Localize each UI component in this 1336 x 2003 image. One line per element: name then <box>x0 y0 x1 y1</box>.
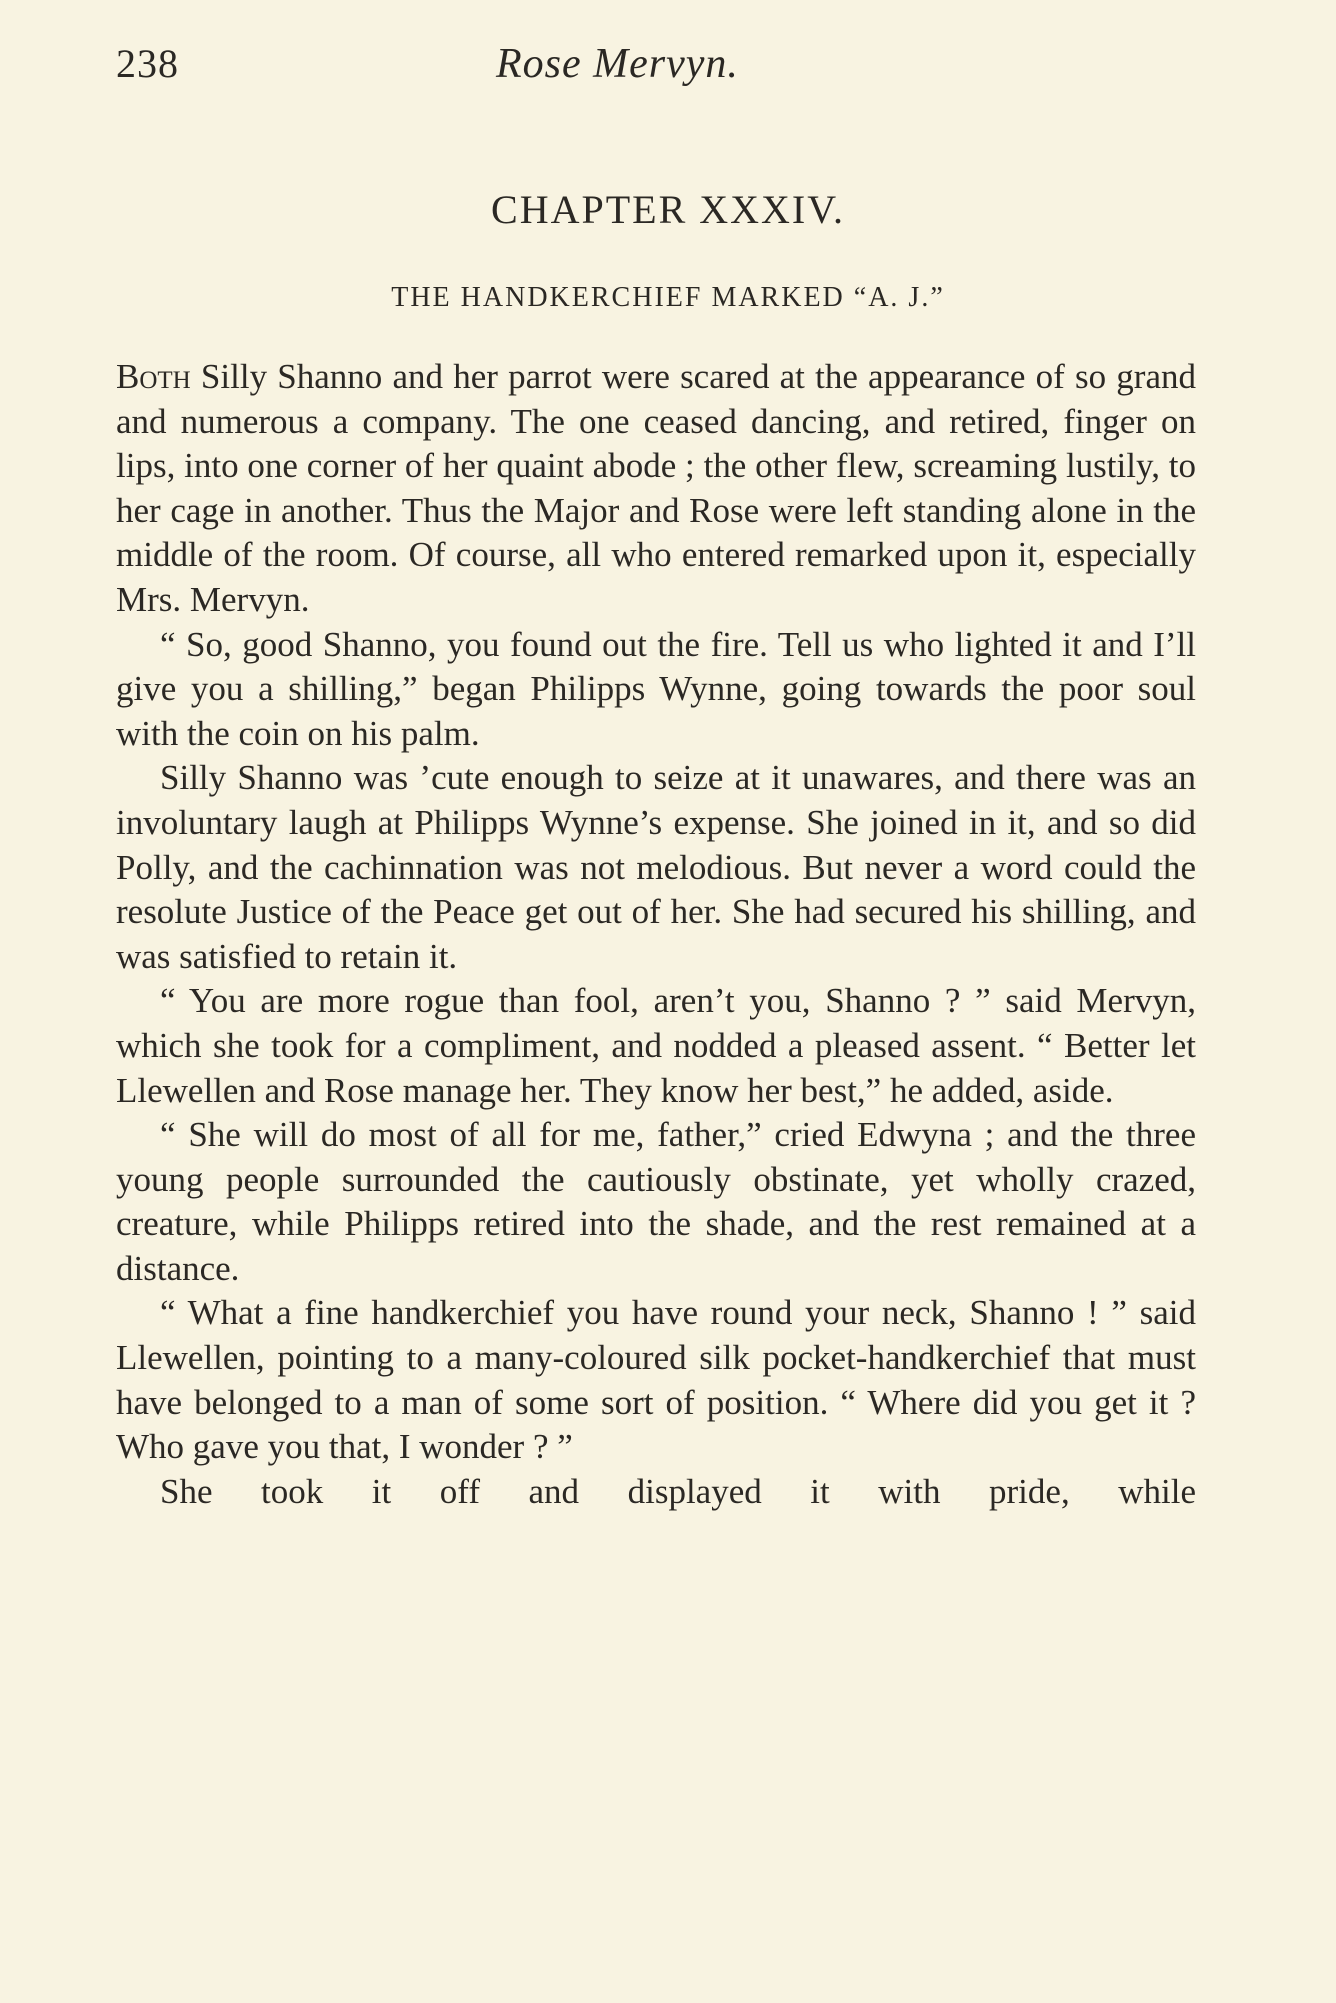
paragraph-text: Silly Shanno and her parrot were scared at the appearance of so grand and numerous a company. The one ceased dancing, and retired, finger on lips, into one corner of her quaint abode ; the other flew, screaming lustily, to her cage in another. Thus the Major and Rose were left standing alone in the middle of the room. Of course, all who entered remarked upon it, especially Mrs. Mervyn. <box>116 357 1196 619</box>
paragraph <box>116 1470 1196 1515</box>
paragraph-text: “ So, good Shanno, you found out the fire. Tell us who lighted it and I’ll give you a shilling,” began Philipps Wynne, going towards the poor soul with the coin on his palm. <box>116 624 1196 753</box>
paragraph-text: She took it off and displayed it with pride, while <box>160 1471 1196 1511</box>
chapter-title: CHAPTER XXXIV. <box>491 187 845 232</box>
paragraph <box>116 1291 1196 1469</box>
running-head <box>116 40 1196 100</box>
paragraph-text: “ You are more rogue than fool, aren’t you, Shanno ? ” said Mervyn, which she took for a compliment, and nodded a pleased assent. “ Better let Llewellen and Rose manage her. They know her best,” he added, aside. <box>116 981 1196 1110</box>
paragraph-text: Silly Shanno was ’cute enough to seize at it unawares, and there was an involuntary laugh at Philipps Wynne’s expense. She joined in it, and so did Polly, and the cachinnation was not melodious. But never a word could the resolute Justice of the Peace get out of her. She had secured his shilling, and was satisfied to retain it. <box>116 758 1196 976</box>
paragraph-text: “ She will do most of all for me, father,” cried Edwyna ; and the three young people surrounded the cautiously obstinate, yet wholly crazed, creature, while Philipps retired into the shade, and the rest remained at a distance. <box>116 1115 1196 1288</box>
chapter-subtitle: THE HANDKERCHIEF MARKED “A. J.” <box>391 282 945 313</box>
paragraph <box>116 1113 1196 1291</box>
paragraph <box>116 355 1196 623</box>
paragraph <box>116 623 1196 757</box>
paragraph <box>116 756 1196 979</box>
running-title: Rose Mervyn. <box>496 41 739 87</box>
paragraph-text: “ What a fine handkerchief you have round your neck, Shanno ! ” said Llewellen, pointing to a many-coloured silk pocket-handkerchief that must have belonged to a man of some sort of position. “ Where did you get it ? Who gave you that, I wonder ? ” <box>116 1293 1196 1467</box>
body-text <box>116 355 1196 1514</box>
paragraph <box>116 979 1196 1113</box>
paragraph-lead-word: Both <box>116 357 191 396</box>
page-number: 238 <box>116 41 179 86</box>
